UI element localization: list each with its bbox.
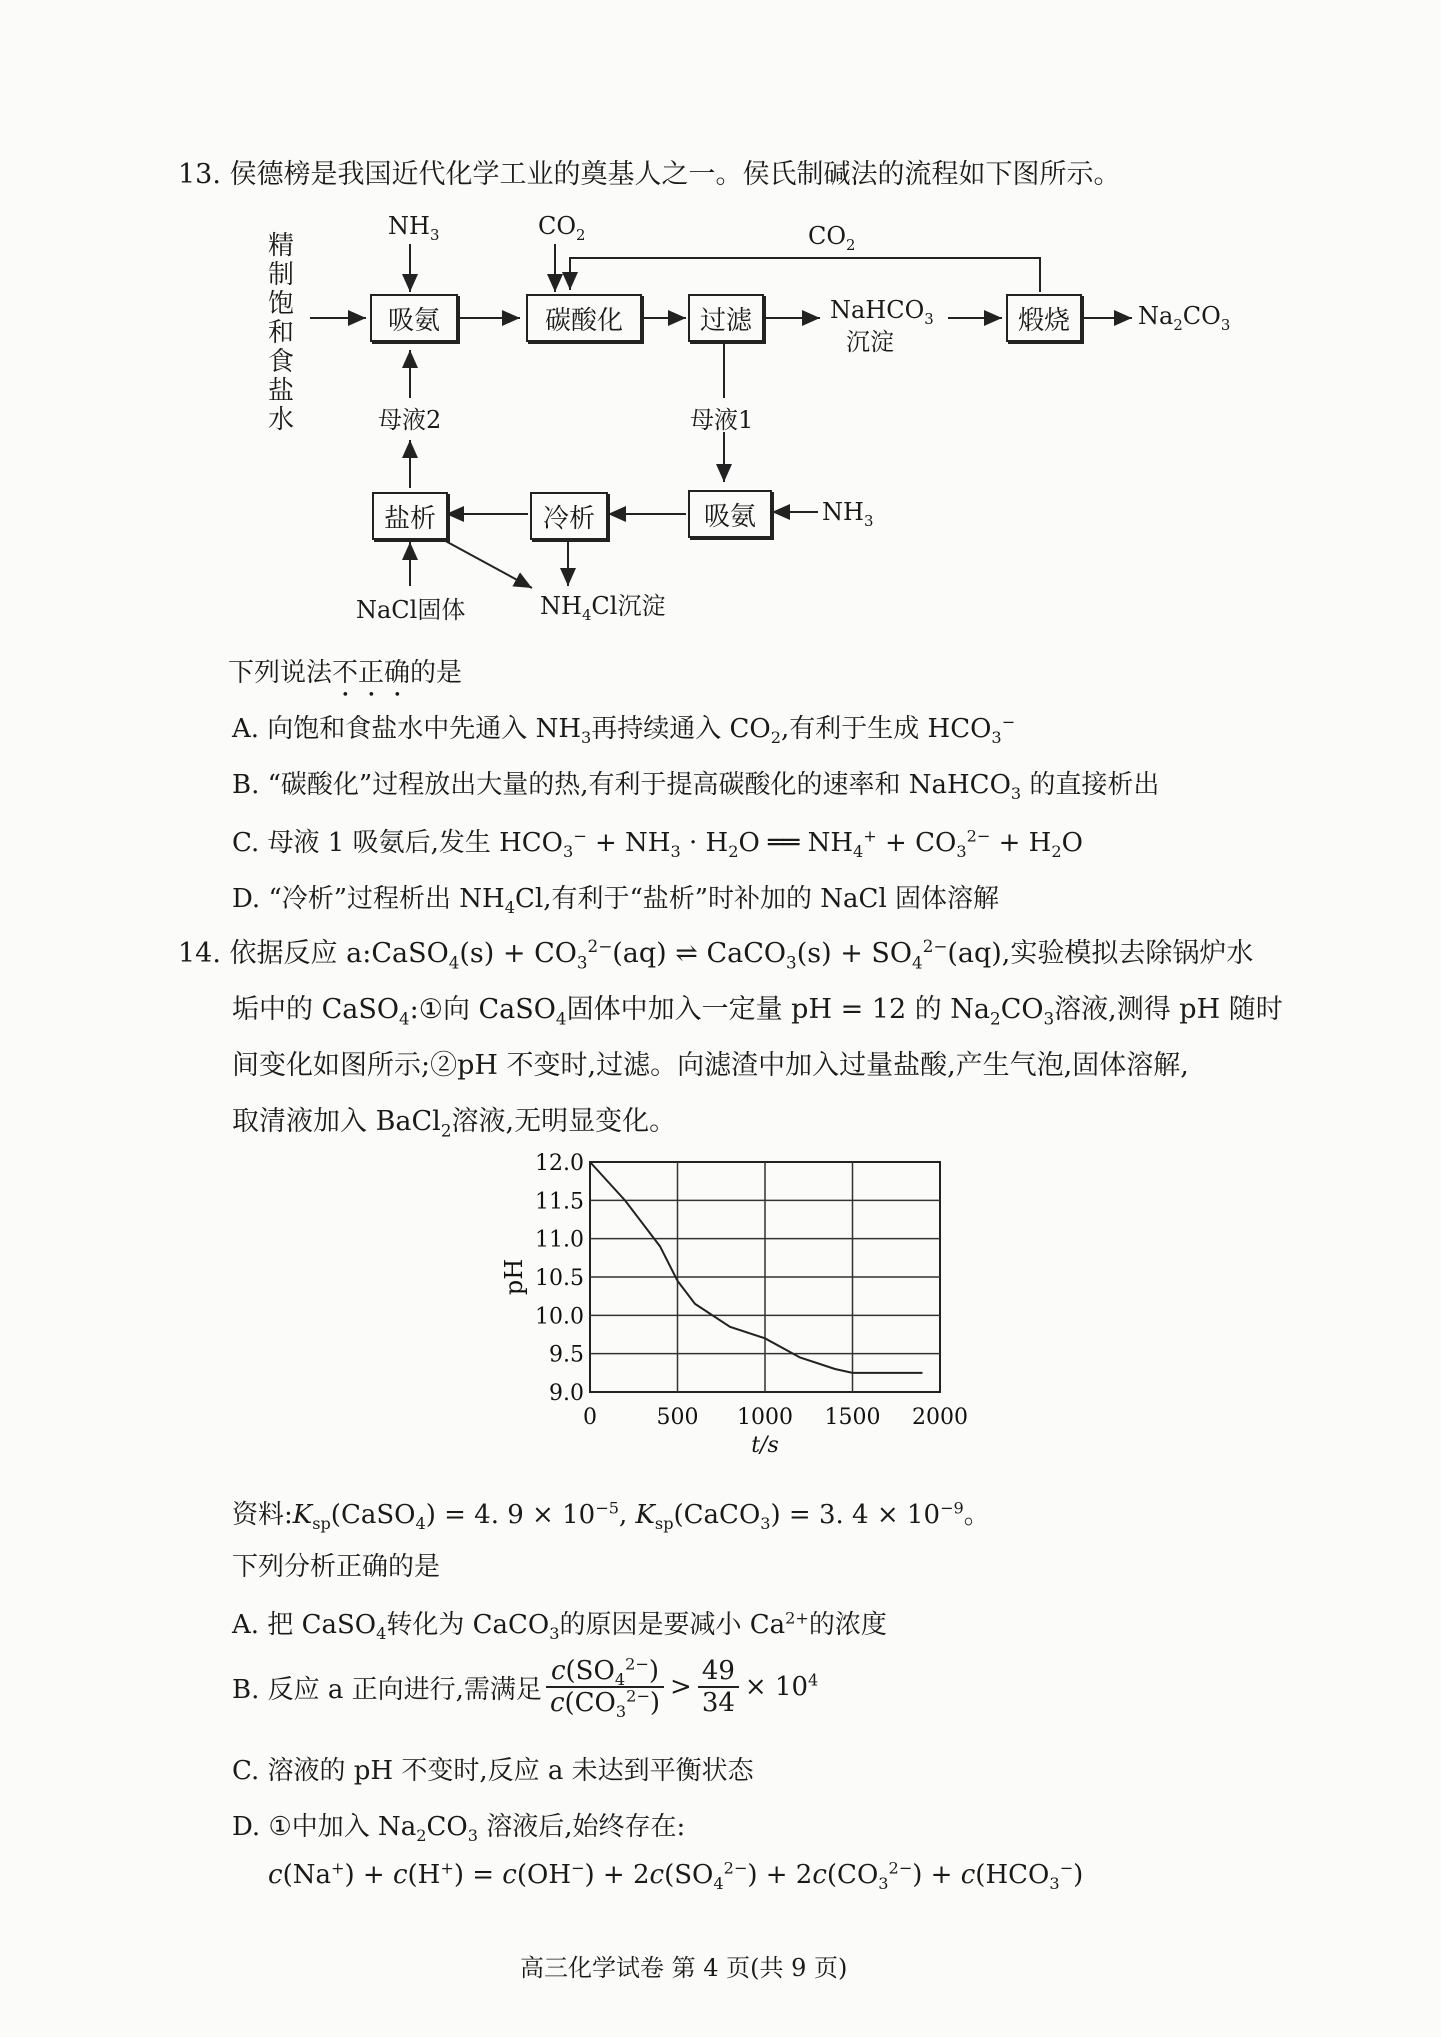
y-tick-label: 10.0 — [535, 1304, 584, 1330]
y-tick-label: 9.5 — [549, 1342, 584, 1368]
box-calcination: 煅烧 — [1006, 294, 1082, 342]
box-filtration: 过滤 — [688, 294, 764, 342]
ksp-data: 资料$:K_{sp}(CaSO_4) = 4$. $9 \times 10^{-5}$, $K_{sp}(CaCO_3) = 3$. $4 \times 10^{-9}$。 — [232, 1498, 990, 1534]
q13-option-d: D. “冷析”过程析出 $NH_4Cl$,有利于“盐析”时补加的 NaCl 固体溶解 — [232, 884, 1000, 918]
box-absorb-ammonia-1: 吸氨 — [370, 294, 458, 342]
x-axis-label: t/s — [751, 1433, 779, 1458]
question-13-stem: 13. 侯德榜是我国近代化学工业的奠基人之一。侯氏制碱法的流程如下图所示。 — [178, 159, 1121, 190]
x-tick-label: 2000 — [912, 1405, 968, 1430]
y-tick-label: 10.5 — [535, 1266, 584, 1291]
q14-option-b: B. 反应 a 正向进行,需满足 $\frac{c(SO_4^{2-})}{c(CO_3^{2-})}$ > $\frac{49}{34}$ × $10^4$ — [232, 1654, 819, 1722]
q13-option-a: A. 向饱和食盐水中先通入 $NH_3$再持续通入 $CO_2$,有利于生成 $HCO_3^-$ — [232, 712, 1016, 748]
q14-option-d: D. ①中加入 $Na_2CO_3$ 溶液后,始终存在: — [232, 1812, 686, 1846]
x-tick-label: 1000 — [737, 1405, 793, 1430]
q13-option-b: B. “碳酸化”过程放出大量的热,有利于提高碳酸化的速率和 NaHCO$_3$ 的直接析出 — [232, 770, 1160, 804]
q14-prompt: 下列分析正确的是 — [232, 1552, 441, 1582]
box-salting-out: 盐析 — [372, 492, 448, 540]
precipitate-label: 沉淀 — [846, 328, 894, 356]
ph-curve — [590, 1162, 923, 1373]
nahco3-label: NaHCO$_3$ — [830, 296, 934, 328]
q13-option-c: C. 母液 1 吸氨后,发生 $HCO_3^- + NH_3 \cdot H_2O$ ══ $NH_4^+ + CO_3^{2-} + H_2O$ — [232, 826, 1083, 862]
y-tick-label: 9.0 — [549, 1381, 584, 1406]
box-carbonation: 碳酸化 — [526, 294, 642, 342]
x-tick-label: 1500 — [824, 1405, 881, 1430]
nacl-solid-input: NaCl固体 — [356, 596, 466, 624]
nh3-input-right: $NH_3$ — [822, 498, 874, 530]
y-tick-label: 11.0 — [535, 1227, 584, 1253]
ph-time-chart — [500, 1150, 1020, 1470]
q14-option-c: C. 溶液的 pH 不变时,反应 a 未达到平衡状态 — [232, 1756, 754, 1786]
nh4cl-precipitate: $NH_4Cl$沉淀 — [540, 592, 666, 624]
question-14-stem-line-4: 取清液加入 BaCl$_2$溶液,无明显变化。 — [232, 1106, 677, 1141]
y-axis-label: pH — [500, 1258, 528, 1296]
question-14-stem-line-2: 垢中的 CaSO$_4$:①向 CaSO$_4$固体中加入一定量 pH = 12 的 $Na_2CO_3$溶液,测得 pH 随时 — [232, 994, 1283, 1029]
question-14-stem-line-3: 间变化如图所示;②pH 不变时,过滤。向滤渣中加入过量盐酸,产生气泡,固体溶解, — [232, 1050, 1189, 1081]
co2-recycle-label: $CO_2$ — [808, 222, 856, 254]
nh3-input-top: $NH_3$ — [388, 212, 440, 244]
page-footer: 高三化学试卷 第 4 页(共 9 页) — [520, 1954, 848, 1982]
box-absorb-ammonia-2: 吸氨 — [688, 490, 772, 538]
q13-prompt: 下列说法不正确的是 — [228, 658, 463, 688]
x-tick-label: 0 — [583, 1405, 597, 1430]
question-14-stem-line-1: 14. 依据反应 a:CaSO$_4$(s) + $CO_3^{2-}(aq)$ ⇌ CaCO$_3$(s) + $SO_4^{2-}(aq)$,实验模拟去除锅炉水 — [178, 936, 1254, 973]
q14-option-d-equation: $c(Na^+) + c(H^+) = c(OH^-) + 2c(SO_4^{2-}) + 2c(CO_3^{2-}) + c(HCO_3^-)$ — [268, 1858, 1084, 1894]
y-tick-label: 11.5 — [535, 1189, 584, 1215]
q14-option-a: A. 把 CaSO$_4$转化为 CaCO$_3$的原因是要减小 $Ca^{2+}$的浓度 — [232, 1608, 887, 1644]
x-tick-label: 500 — [656, 1405, 699, 1430]
mother-liquor-2: 母液2 — [378, 406, 442, 434]
mother-liquor-1: 母液1 — [690, 406, 754, 434]
na2co3-product: $Na_2CO_3$ — [1138, 302, 1231, 334]
y-tick-label: 12.0 — [535, 1151, 584, 1176]
box-cold-crystallization: 冷析 — [530, 492, 608, 540]
co2-input-top: $CO_2$ — [538, 212, 586, 244]
feed-label: 精制饱和食盐水 — [267, 231, 294, 435]
